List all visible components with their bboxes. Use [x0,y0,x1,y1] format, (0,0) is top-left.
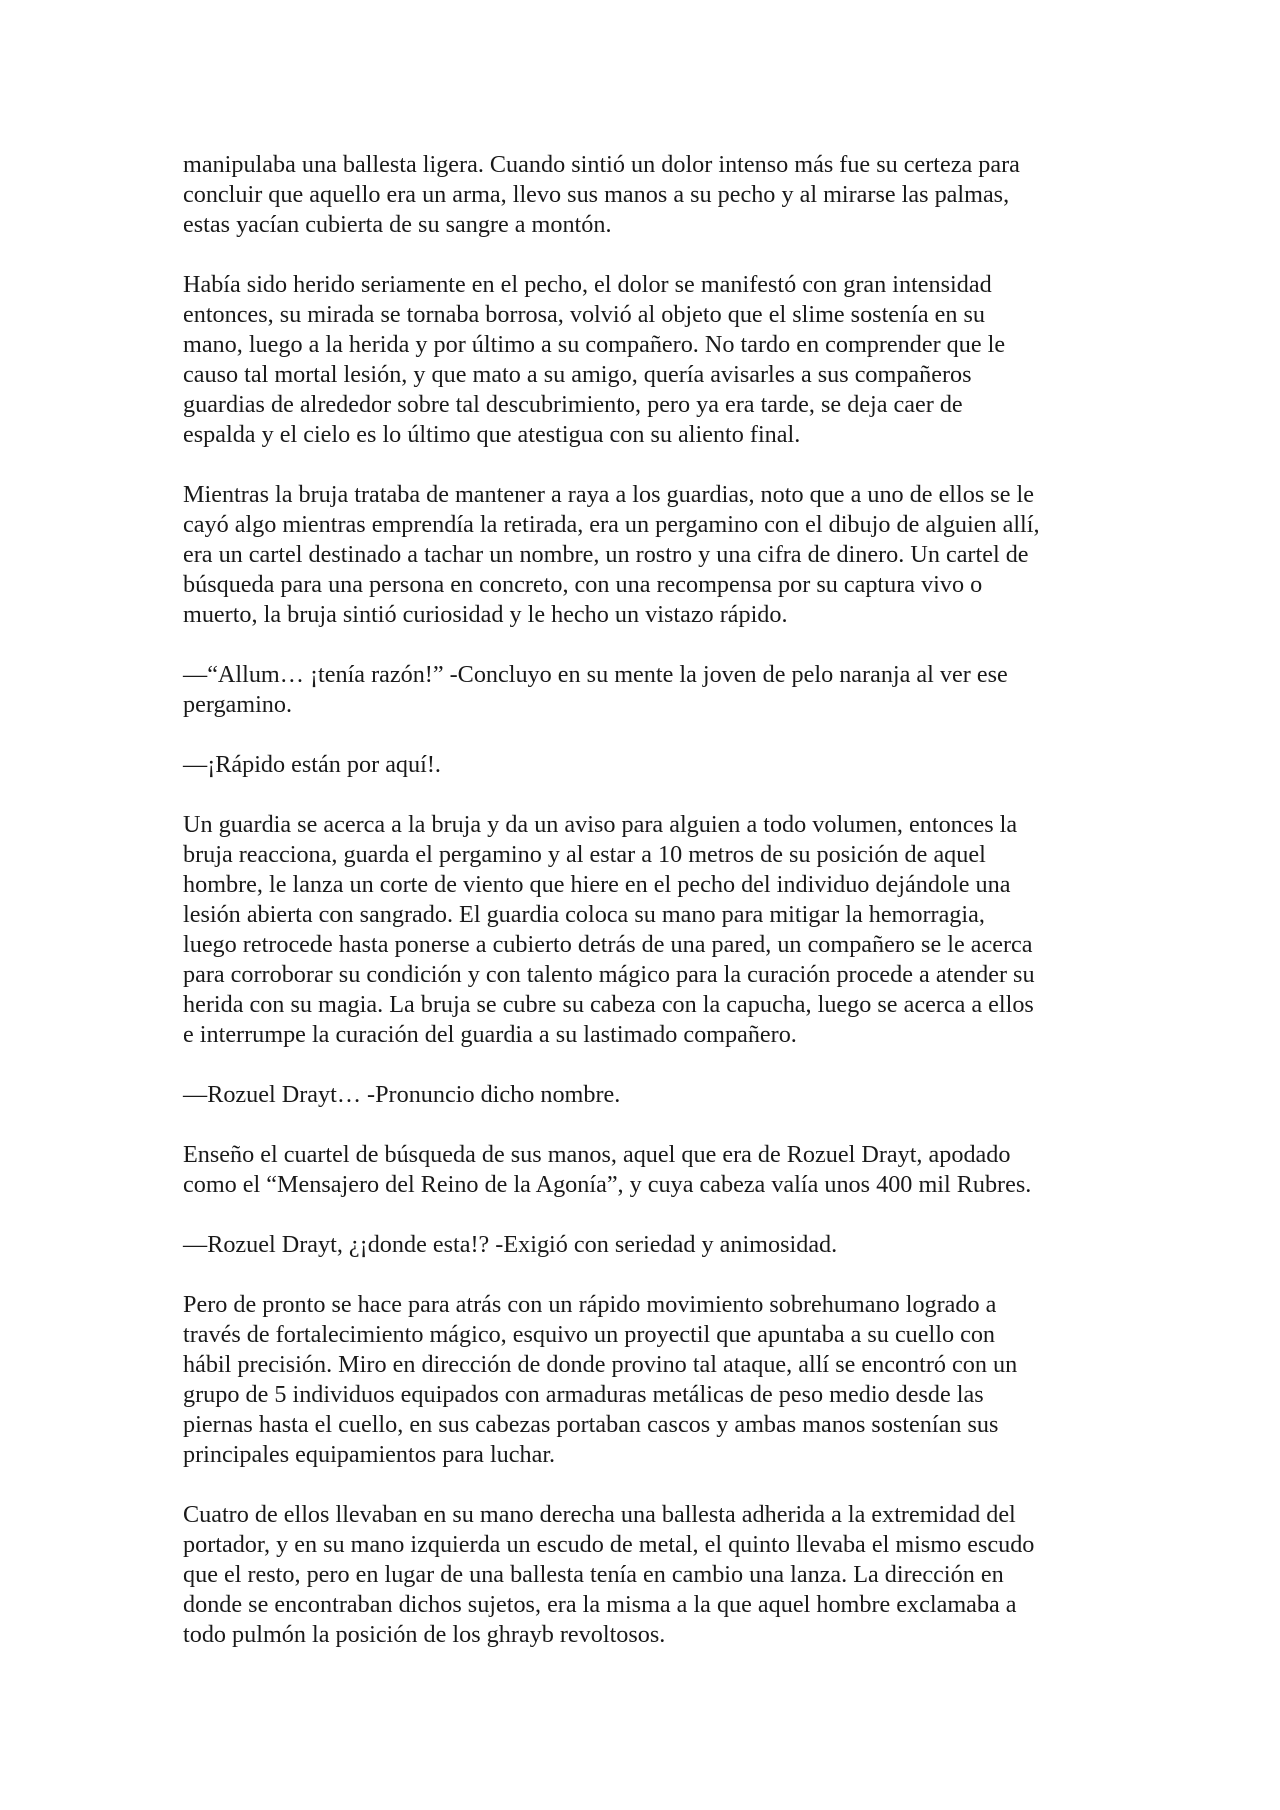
text-line: —Rozuel Drayt, ¿¡donde esta!? -Exigió con seriedad y animosidad. [183,1231,838,1258]
paragraph [183,750,1113,780]
text-line: —“Allum… ¡tenía razón!” -Concluyo en su mente la joven de pelo naranja al ver ese [183,661,1008,688]
text-line: cayó algo mientras emprendía la retirada, era un pergamino con el dibujo de alguien allí, [183,511,1040,538]
text-line: Cuatro de ellos llevaban en su mano derecha una ballesta adherida a la extremidad del [183,1501,1016,1528]
paragraph [183,150,1113,240]
text-line: que el resto, pero en lugar de una ballesta tenía en cambio una lanza. La dirección en [183,1561,1004,1588]
document-body [183,150,1113,1650]
text-line: manipulaba una ballesta ligera. Cuando sintió un dolor intenso más fue su certeza para [183,151,1020,178]
text-line: Un guardia se acerca a la bruja y da un aviso para alguien a todo volumen, entonces la [183,811,1018,838]
text-line: —¡Rápido están por aquí!. [183,751,441,778]
text-line: era un cartel destinado a tachar un nombre, un rostro y una cifra de dinero. Un cartel de [183,541,1029,568]
text-line: luego retrocede hasta ponerse a cubierto detrás de una pared, un compañero se le acerca [183,931,1033,958]
text-line: concluir que aquello era un arma, llevo sus manos a su pecho y al mirarse las palmas, [183,181,1010,208]
text-line: como el “Mensajero del Reino de la Agonía”, y cuya cabeza valía unos 400 mil Rubres. [183,1171,1032,1198]
text-line: e interrumpe la curación del guardia a su lastimado compañero. [183,1021,797,1048]
text-line: Enseño el cuartel de búsqueda de sus manos, aquel que era de Rozuel Drayt, apodado [183,1141,1011,1168]
paragraph [183,810,1113,1050]
text-line: —Rozuel Drayt… -Pronuncio dicho nombre. [183,1081,621,1108]
text-line: muerto, la bruja sintió curiosidad y le hecho un vistazo rápido. [183,601,788,628]
text-line: todo pulmón la posición de los ghrayb revoltosos. [183,1621,666,1648]
text-line: donde se encontraban dichos sujetos, era la misma a la que aquel hombre exclamaba a [183,1591,1017,1618]
paragraph [183,1500,1113,1650]
text-line: para corroborar su condición y con talento mágico para la curación procede a atender su [183,961,1035,988]
text-line: herida con su magia. La bruja se cubre su cabeza con la capucha, luego se acerca a ellos [183,991,1034,1018]
paragraph [183,480,1113,630]
text-line: grupo de 5 individuos equipados con armaduras metálicas de peso medio desde las [183,1381,984,1408]
text-line: hábil precisión. Miro en dirección de donde provino tal ataque, allí se encontró con un [183,1351,1018,1378]
text-line: mano, luego a la herida y por último a su compañero. No tardo en comprender que le [183,331,1006,358]
text-line: través de fortalecimiento mágico, esquivo un proyectil que apuntaba a su cuello con [183,1321,996,1348]
text-line: hombre, le lanza un corte de viento que hiere en el pecho del individuo dejándole una [183,871,1011,898]
text-line: lesión abierta con sangrado. El guardia coloca su mano para mitigar la hemorragia, [183,901,985,928]
text-line: Mientras la bruja trataba de mantener a raya a los guardias, noto que a uno de ellos se le [183,481,1034,508]
text-line: piernas hasta el cuello, en sus cabezas portaban cascos y ambas manos sostenían sus [183,1411,999,1438]
text-line: guardias de alrededor sobre tal descubrimiento, pero ya era tarde, se deja caer de [183,391,963,418]
text-line: estas yacían cubierta de su sangre a montón. [183,211,612,238]
text-line: portador, y en su mano izquierda un escudo de metal, el quinto llevaba el mismo escudo [183,1531,1035,1558]
text-line: bruja reacciona, guarda el pergamino y al estar a 10 metros de su posición de aquel [183,841,986,868]
text-line: espalda y el cielo es lo último que atestigua con su aliento final. [183,421,801,448]
paragraph [183,270,1113,450]
text-line: principales equipamientos para luchar. [183,1441,556,1468]
paragraph [183,1290,1113,1470]
text-line: causo tal mortal lesión, y que mato a su amigo, quería avisarles a sus compañeros [183,361,972,388]
paragraph [183,1140,1113,1200]
paragraph [183,1080,1113,1110]
text-line: entonces, su mirada se tornaba borrosa, volvió al objeto que el slime sostenía en su [183,301,986,328]
paragraph [183,1230,1113,1260]
paragraph [183,660,1113,720]
text-line: Había sido herido seriamente en el pecho, el dolor se manifestó con gran intensidad [183,271,992,298]
text-line: Pero de pronto se hace para atrás con un rápido movimiento sobrehumano logrado a [183,1291,997,1318]
text-line: búsqueda para una persona en concreto, con una recompensa por su captura vivo o [183,571,983,598]
text-line: pergamino. [183,691,293,718]
